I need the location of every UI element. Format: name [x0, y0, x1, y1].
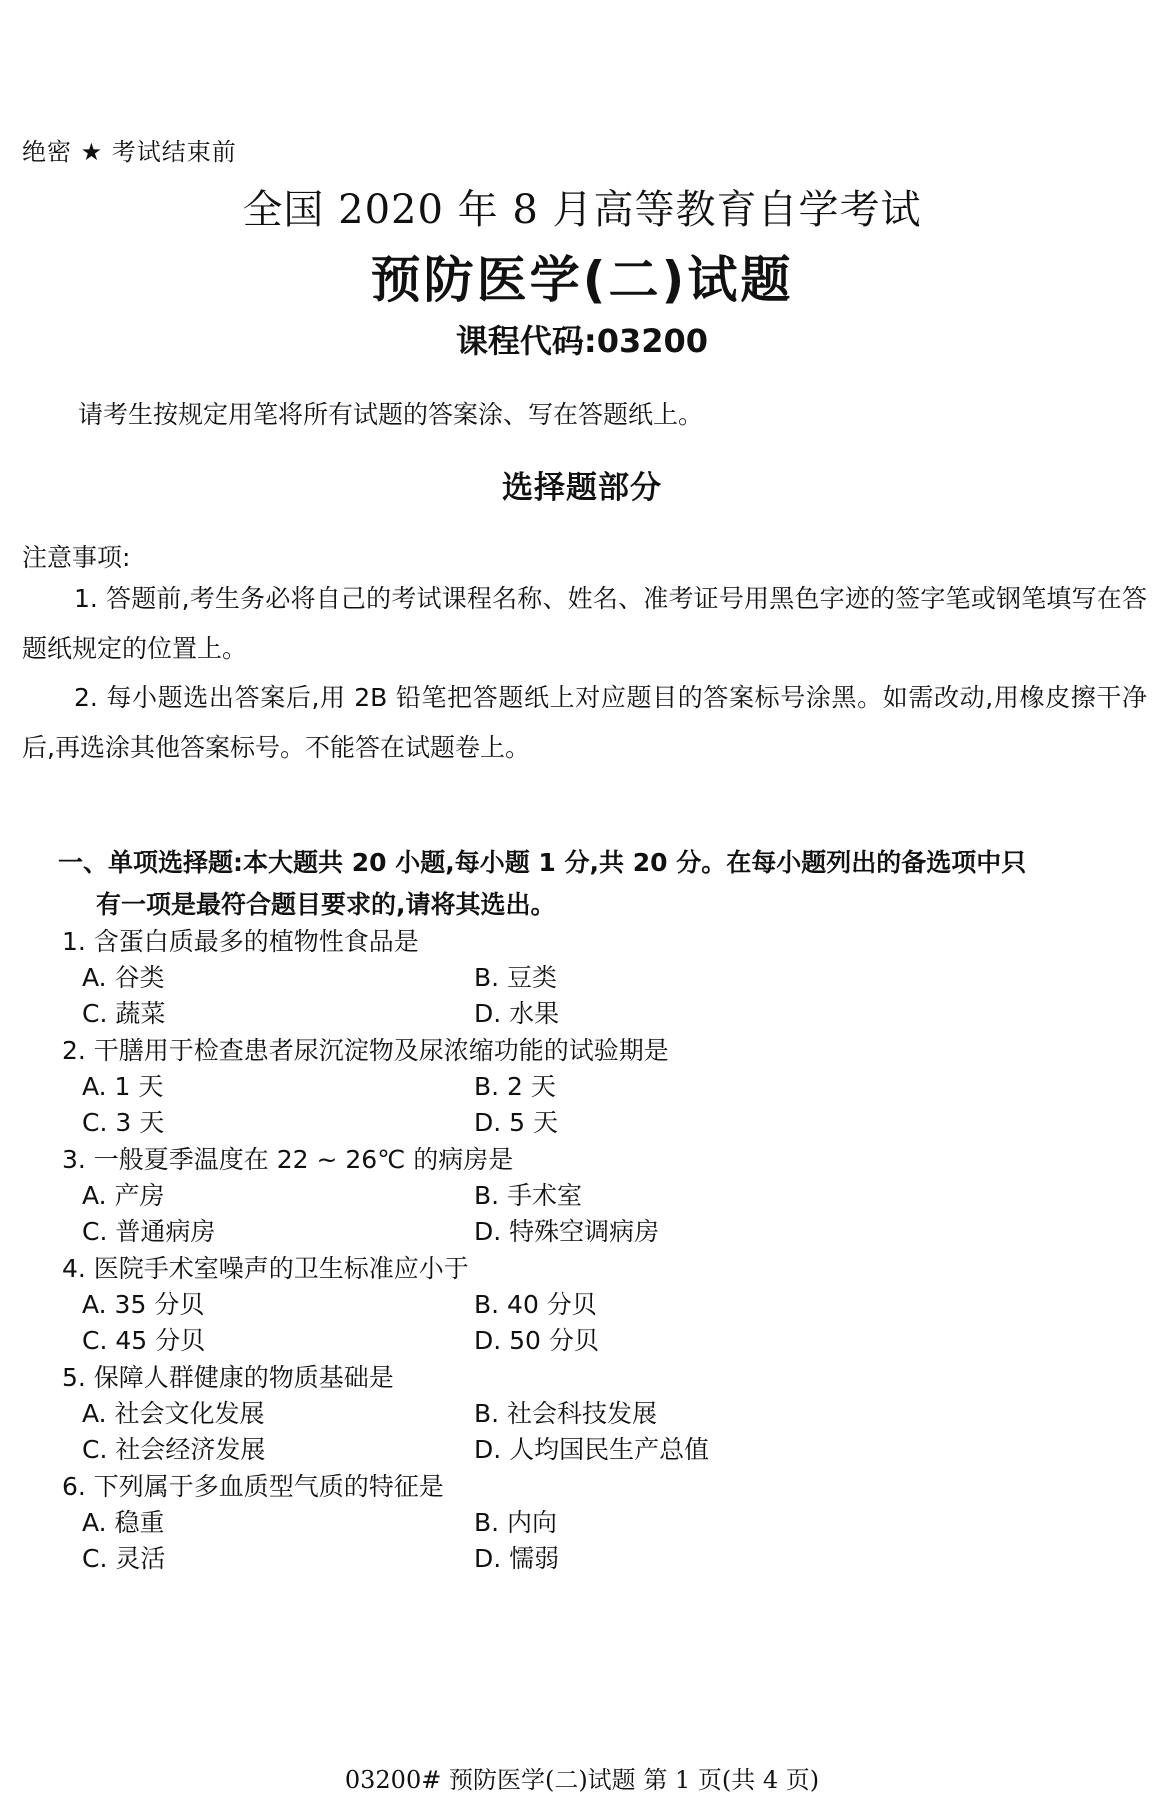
question-stem: 1. 含蛋白质最多的植物性食品是 [62, 927, 419, 956]
part-heading-line1: 一、单项选择题:本大题共 20 小题,每小题 1 分,共 20 分。在每小题列出的备选项中只 [58, 848, 1027, 877]
section-title: 选择题部分 [502, 470, 662, 506]
confidential-label: 绝密 ★ 考试结束前 [22, 138, 237, 166]
part-heading-line2: 有一项是最符合题目要求的,请将其选出。 [96, 890, 556, 919]
part-heading [58, 842, 1118, 926]
question-option: C. 普通病房 [82, 1217, 216, 1246]
question-option: A. 产房 [82, 1181, 165, 1210]
question-option: C. 45 分贝 [82, 1326, 206, 1355]
question-option: A. 35 分贝 [82, 1290, 205, 1319]
question-stem: 5. 保障人群健康的物质基础是 [62, 1363, 394, 1392]
question-option: A. 稳重 [82, 1508, 165, 1537]
question-option: D. 特殊空调病房 [474, 1217, 660, 1246]
question-option: B. 内向 [474, 1508, 558, 1537]
question-stem: 2. 干膳用于检查患者尿沉淀物及尿浓缩功能的试验期是 [62, 1036, 669, 1065]
question-option: D. 水果 [474, 999, 560, 1028]
question-option: C. 灵活 [82, 1544, 166, 1573]
question-option: B. 社会科技发展 [474, 1399, 658, 1428]
page-footer: 03200# 预防医学(二)试题 第 1 页(共 4 页) [344, 1766, 820, 1794]
question-option: B. 豆类 [474, 963, 558, 992]
question-option: D. 5 天 [474, 1108, 558, 1137]
paper-title: 预防医学(二)试题 [370, 251, 794, 309]
question-option: B. 2 天 [474, 1072, 556, 1101]
question-option: D. 人均国民生产总值 [474, 1435, 710, 1464]
question-option: C. 社会经济发展 [82, 1435, 266, 1464]
question-option: D. 懦弱 [474, 1544, 560, 1573]
notes-heading: 注意事项: [22, 543, 131, 572]
question-option: A. 谷类 [82, 963, 165, 992]
exam-title: 全国 2020 年 8 月高等教育自学考试 [242, 187, 922, 233]
note-item: 1. 答题前,考生务必将自己的考试课程名称、姓名、准考证号用黑色字迹的签字笔或钢笔填写在答题纸规定的位置上。 [22, 584, 1147, 663]
question-option: B. 40 分贝 [474, 1290, 597, 1319]
course-code: 课程代码:03200 [455, 322, 709, 360]
question-stem: 4. 医院手术室噪声的卫生标准应小于 [62, 1254, 469, 1283]
general-instruction: 请考生按规定用笔将所有试题的答案涂、写在答题纸上。 [78, 400, 704, 429]
question-stem: 3. 一般夏季温度在 22 ~ 26℃ 的病房是 [62, 1145, 514, 1174]
question-option: C. 蔬菜 [82, 999, 166, 1028]
question-option: D. 50 分贝 [474, 1326, 599, 1355]
question-stem: 6. 下列属于多血质型气质的特征是 [62, 1472, 444, 1501]
question-option: B. 手术室 [474, 1181, 583, 1210]
note-item: 2. 每小题选出答案后,用 2B 铅笔把答题纸上对应题目的答案标号涂黑。如需改动,用橡皮擦干净后,再选涂其他答案标号。不能答在试题卷上。 [22, 683, 1147, 762]
question-option: A. 1 天 [82, 1072, 164, 1101]
question-option: C. 3 天 [82, 1108, 165, 1137]
question-option: A. 社会文化发展 [82, 1399, 265, 1428]
